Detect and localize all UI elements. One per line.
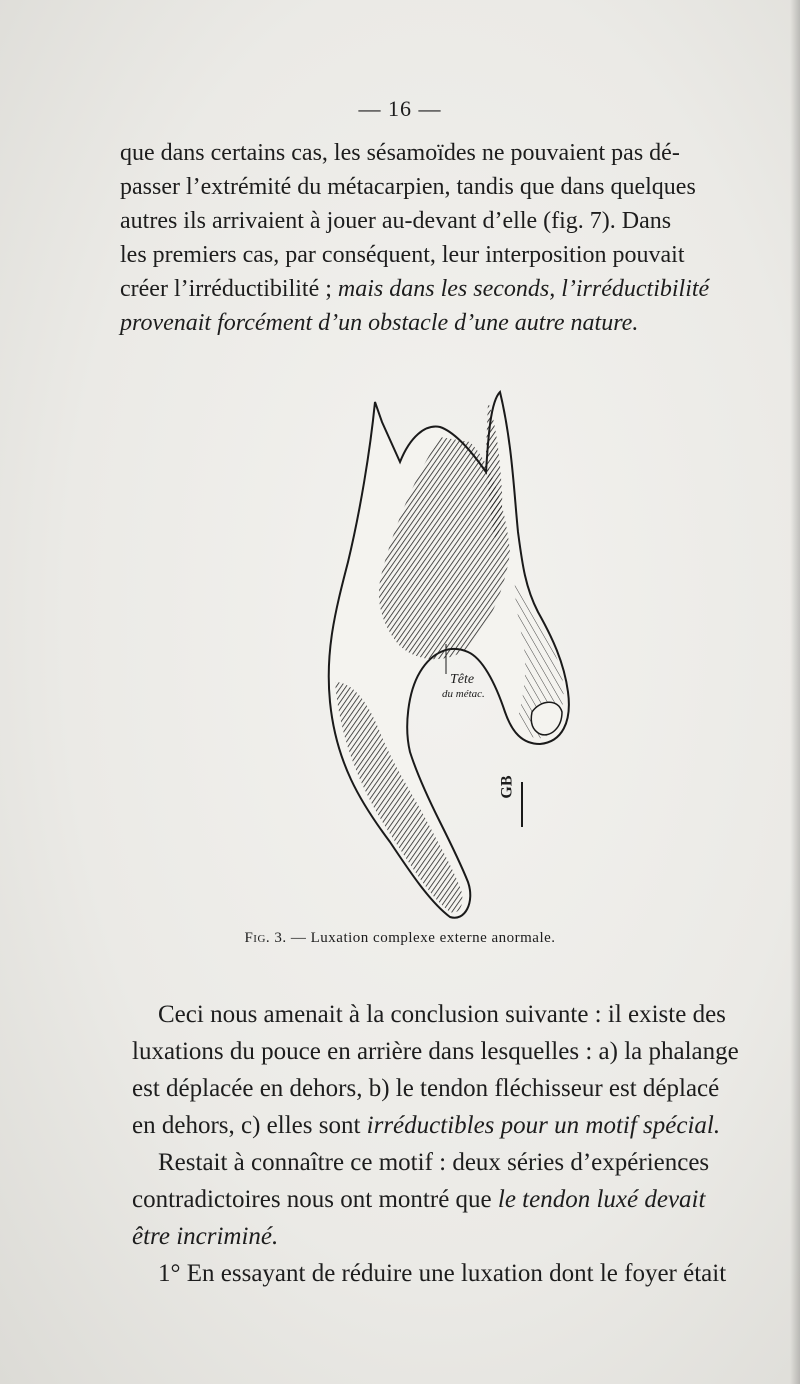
hand-illustration <box>300 382 600 932</box>
figure-label-metacarpien: du métac. <box>442 688 485 700</box>
caption-figure-number: Fig. 3. <box>244 930 287 946</box>
text-line: les premiers cas, par conséquent, leur interposition pouvait <box>120 242 685 268</box>
text-line <box>120 272 756 306</box>
text-span: en dehors, c) elles sont <box>132 1112 367 1139</box>
text-line <box>132 1107 756 1144</box>
caption-text: — Luxation complexe externe anormale. <box>286 930 556 946</box>
italic-span: irréductibles pour un motif spécial. <box>366 1112 721 1139</box>
italic-span: être incriminé. <box>132 1223 279 1250</box>
top-paragraph <box>120 136 756 340</box>
bottom-paragraph <box>132 996 756 1292</box>
text-line: est déplacée en dehors, b) le tendon fléchisseur est déplacé <box>132 1075 720 1102</box>
text-line: que dans certains cas, les sésamoïdes ne pouvaient pas dé- <box>120 140 680 166</box>
italic-span: le tendon luxé devait <box>497 1186 706 1213</box>
text-line: autres ils arrivaient à jouer au-devant d’elle (fig. 7). Dans <box>120 208 672 234</box>
text-line: luxations du pouce en arrière dans lesquelles : a) la phalange <box>132 1038 739 1065</box>
page-edge-shadow <box>790 0 800 1384</box>
engraver-signature: GB <box>498 775 516 799</box>
italic-span: mais dans les seconds, l’irréductibilité <box>337 276 710 302</box>
text-line: 1° En essayant de réduire une luxation dont le foyer était <box>158 1260 727 1287</box>
text-line <box>120 306 756 340</box>
text-line: Restait à connaître ce motif : deux séries d’expériences <box>158 1149 710 1176</box>
figure-caption <box>0 930 800 947</box>
italic-span: provenait forcément d’un obstacle d’une autre nature. <box>120 310 639 336</box>
text-line <box>132 1218 756 1255</box>
figure-label-tete: Tête <box>450 672 475 687</box>
page-number: — 16 — <box>358 96 442 121</box>
text-line: Ceci nous amenait à la conclusion suivante : il existe des <box>158 1001 726 1028</box>
text-line: passer l’extrémité du métacarpien, tandis que dans quelques <box>120 174 696 200</box>
hand-engraving-svg <box>300 382 600 932</box>
text-span: contradictoires nous ont montré que <box>132 1186 498 1213</box>
text-span: créer l’irréductibilité ; <box>120 276 338 302</box>
text-line <box>132 1181 756 1218</box>
